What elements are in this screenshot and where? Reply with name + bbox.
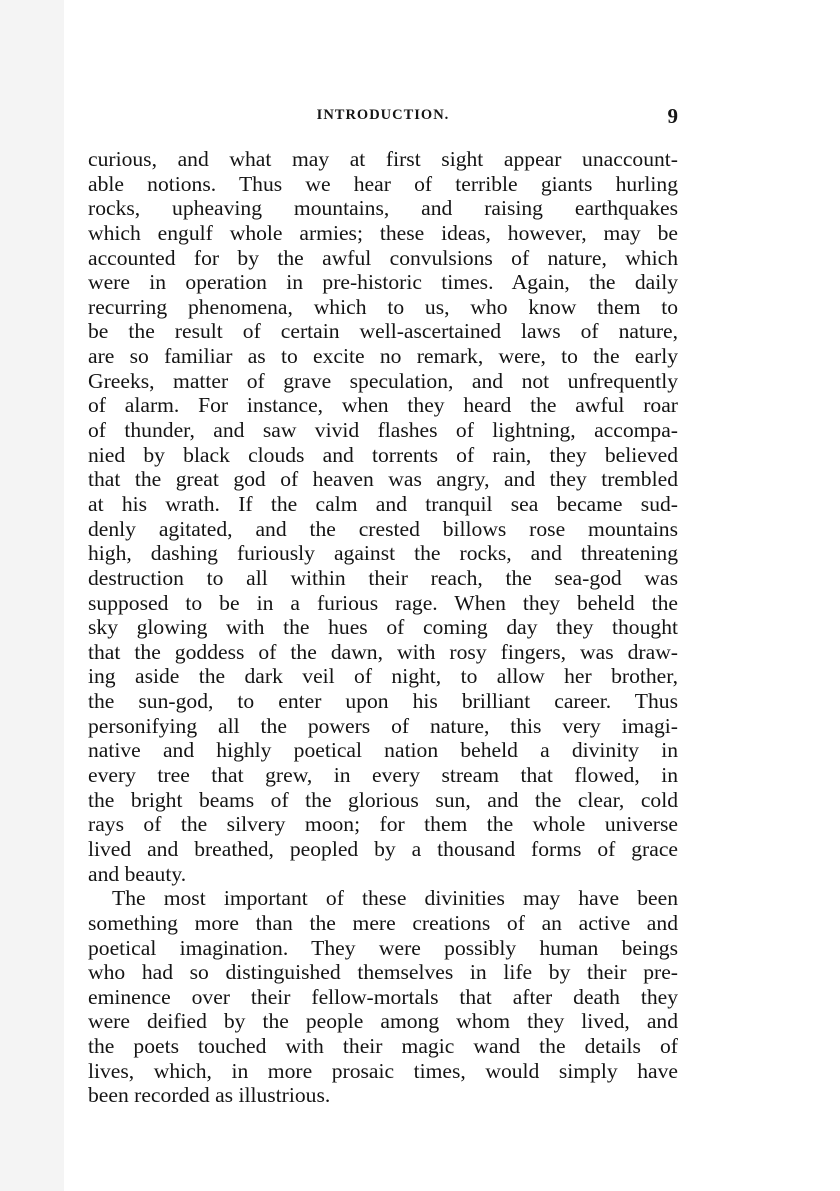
body-text — [88, 147, 678, 1108]
paragraph-1 — [88, 147, 678, 886]
text-line: that the great god of heaven was angry, and they trembled — [88, 467, 678, 492]
text-line: were deified by the people among whom they lived, and — [88, 1009, 678, 1034]
text-line: that the goddess of the dawn, with rosy fingers, was draw- — [88, 639, 678, 664]
text-line: Greeks, matter of grave speculation, and not unfrequently — [88, 368, 678, 393]
text-line: eminence over their fellow-mortals that after death they — [88, 984, 678, 1009]
text-line: the bright beams of the glorious sun, and the clear, cold — [88, 787, 678, 812]
text-line: personifying all the powers of nature, this very imagi- — [88, 713, 678, 738]
page-number: 9 — [667, 104, 678, 128]
text-line: lives, which, in more prosaic times, would simply have — [88, 1058, 678, 1083]
text-line: the poets touched with their magic wand the details of — [88, 1034, 678, 1059]
text-line: be the result of certain well-ascertained laws of nature, — [88, 319, 678, 344]
text-line: of thunder, and saw vivid flashes of lightning, accompa- — [88, 418, 678, 443]
running-head — [88, 104, 678, 130]
text-line: denly agitated, and the crested billows rose mountains — [88, 516, 678, 541]
text-line: every tree that grew, in every stream that flowed, in — [88, 763, 678, 788]
text-line: poetical imagination. They were possibly human beings — [88, 935, 678, 960]
text-line: rays of the silvery moon; for them the whole universe — [88, 812, 678, 837]
text-line: something more than the mere creations of an active and — [88, 910, 678, 935]
text-line: were in operation in pre-historic times. Again, the daily — [88, 270, 678, 295]
scan-margin — [0, 0, 64, 1191]
text-line: which engulf whole armies; these ideas, however, may be — [88, 220, 678, 245]
text-line: The most important of these divinities may have been — [112, 886, 678, 911]
text-line: rocks, upheaving mountains, and raising earthquakes — [88, 196, 678, 221]
text-line: who had so distinguished themselves in life by their pre- — [88, 960, 678, 985]
text-line: supposed to be in a furious rage. When they beheld the — [88, 590, 678, 615]
running-head-title: INTRODUCTION. — [316, 107, 450, 123]
text-line: high, dashing furiously against the rocks, and threatening — [88, 541, 678, 566]
text-line: are so familiar as to excite no remark, were, to the early — [88, 344, 678, 369]
text-line: nied by black clouds and torrents of rain, they believed — [88, 442, 678, 467]
text-line: of alarm. For instance, when they heard the awful roar — [88, 393, 678, 418]
text-line: native and highly poetical nation beheld a divinity in — [88, 738, 678, 763]
text-line: the sun-god, to enter upon his brilliant career. Thus — [88, 689, 678, 714]
text-line: recurring phenomena, which to us, who know them to — [88, 294, 678, 319]
text-line: destruction to all within their reach, the sea-god was — [88, 565, 678, 590]
text-line: been recorded as illustrious. — [88, 1083, 331, 1108]
text-line: at his wrath. If the calm and tranquil sea became sud- — [88, 491, 678, 516]
text-line: and beauty. — [88, 861, 187, 886]
text-line: able notions. Thus we hear of terrible giants hurling — [88, 171, 678, 196]
text-line: sky glowing with the hues of coming day they thought — [88, 615, 678, 640]
text-line: curious, and what may at first sight appear unaccount- — [88, 147, 678, 171]
text-line: accounted for by the awful convulsions of nature, which — [88, 245, 678, 270]
text-line: ing aside the dark veil of night, to allow her brother, — [88, 664, 678, 689]
paragraph-2 — [88, 886, 678, 1108]
text-line: lived and breathed, peopled by a thousand forms of grace — [88, 836, 678, 861]
